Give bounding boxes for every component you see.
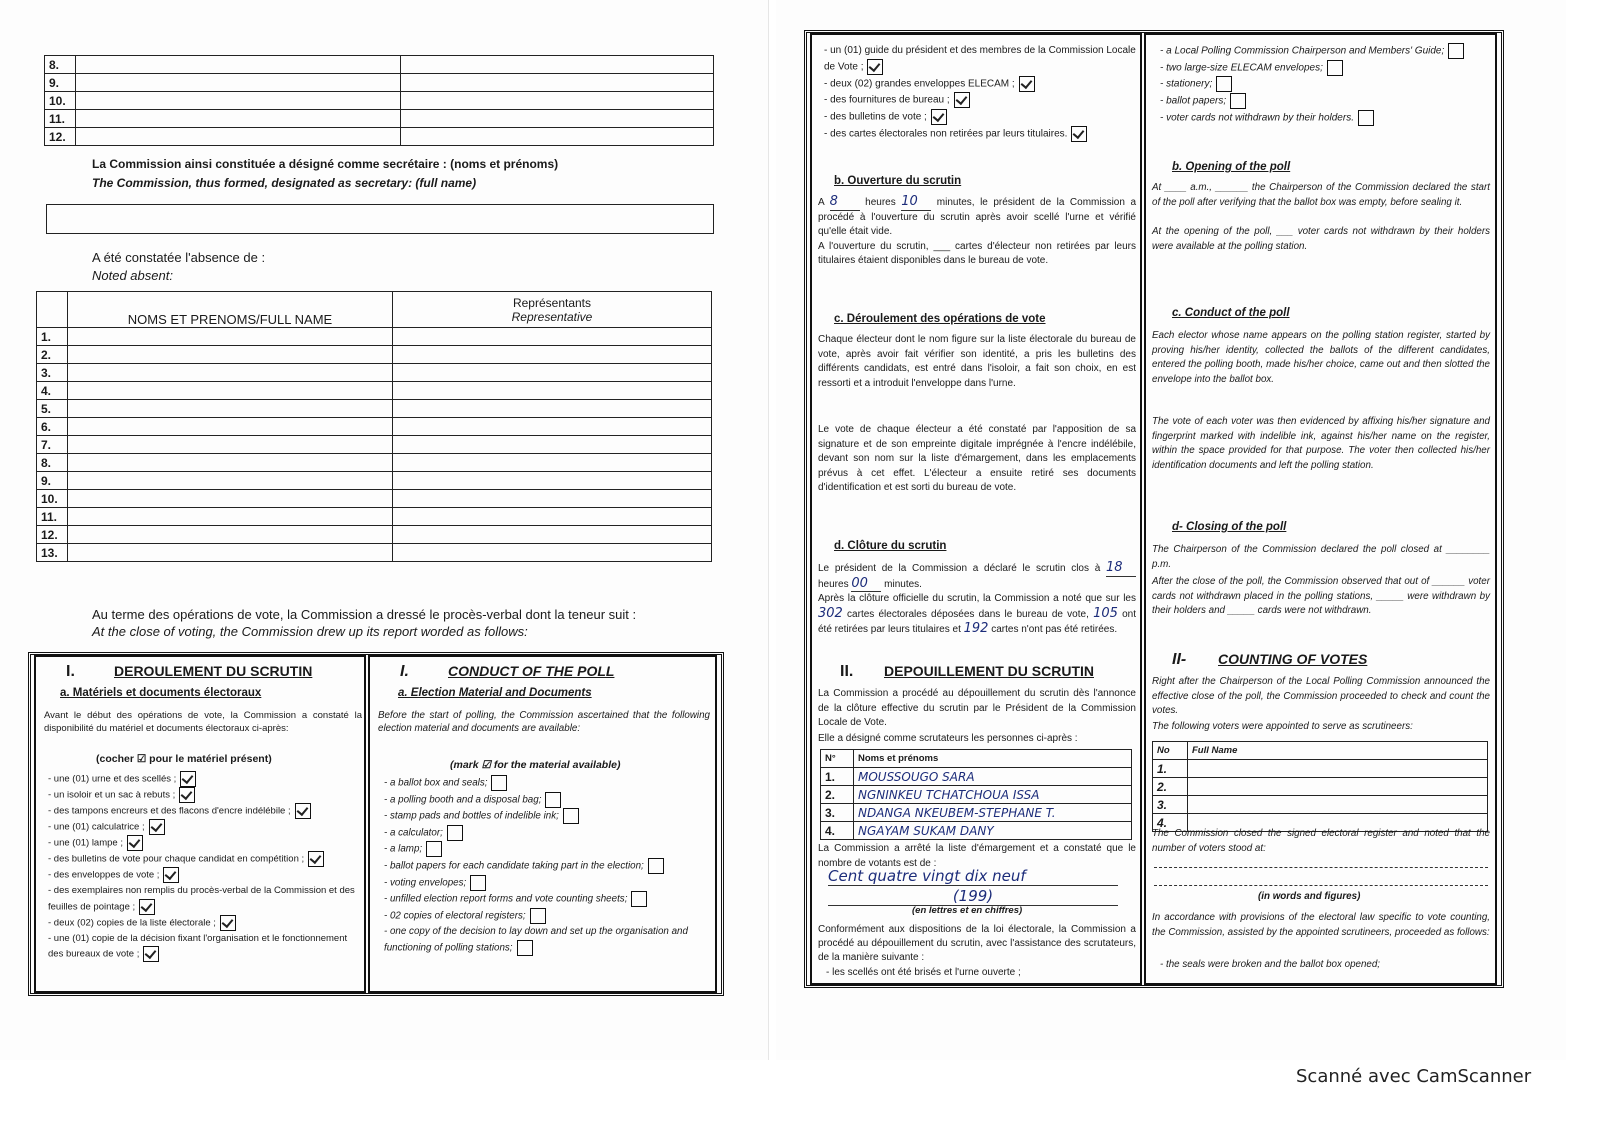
table-row: [45, 74, 714, 92]
section-title: DEROULEMENT DU SCRUTIN: [114, 663, 313, 679]
table-row: [45, 92, 714, 110]
row-number: 9.: [45, 74, 76, 92]
legend: (cocher ☑ pour le matériel présent): [96, 753, 272, 765]
scrutineer-no: 1.: [821, 768, 854, 786]
material-item: [48, 867, 363, 883]
table-row: [37, 418, 712, 436]
conduct-p1: Chaque électeur dont le nom figure sur la liste électorale du bureau de vote, après avoir fait vérifier son identité, a pris les bulletins des différents candidats, est entré dans l'isoloir, a fait son choix, en est ressorti et a introduit l'enveloppe dans l'urne.: [818, 334, 1136, 389]
row-number: 10.: [45, 92, 76, 110]
subsection-a: a. Matériels et documents électoraux: [60, 687, 262, 699]
row-cell[interactable]: [68, 400, 393, 418]
law-item: - the seals were broken and the ballot box opened;: [1160, 959, 1381, 970]
material-checkbox[interactable]: [1071, 126, 1087, 142]
scrutineer-name[interactable]: [1188, 760, 1488, 778]
hours-label: heures: [818, 578, 849, 590]
material-checkbox[interactable]: [295, 803, 311, 819]
section-title: CONDUCT OF THE POLL: [448, 663, 615, 679]
closing-p2b: cartes électorales déposées dans le bureau de vote,: [847, 608, 1089, 620]
row-number: 11.: [37, 508, 68, 526]
row-cell[interactable]: [393, 490, 712, 508]
material-label: - voting envelopes;: [384, 877, 467, 889]
table-row: [45, 128, 714, 146]
material-label: - une (01) calculatrice ;: [48, 821, 145, 833]
scrutineer-name[interactable]: MOUSSOUGO SARA: [854, 768, 1132, 786]
material-label: - 02 copies of electoral registers;: [384, 910, 526, 922]
table-row: [37, 544, 712, 562]
scrutineer-name[interactable]: [1188, 778, 1488, 796]
opening-cards-text: A l'ouverture du scrutin, ___ cartes d'électeur non retirées par leurs titulaires étaient disponibles dans le bureau de vote.: [818, 240, 1136, 266]
material-checkbox[interactable]: [1358, 110, 1374, 126]
row-cell[interactable]: [393, 346, 712, 364]
row-cell[interactable]: [68, 328, 393, 346]
material-item: [48, 851, 363, 867]
material-label: - two large-size ELECAM envelopes;: [1160, 62, 1323, 74]
minutes-label: minutes.: [884, 578, 922, 590]
material-checkbox[interactable]: [954, 92, 970, 108]
scrutineer-no: 3.: [821, 804, 854, 822]
material-label: - one copy of the decision to lay down and set up the organisation and functioning of polling stations;: [384, 926, 688, 954]
subsection-d: d. Clôture du scrutin: [834, 540, 947, 552]
row-number: 4.: [37, 382, 68, 400]
scrutineer-no: 3.: [1153, 796, 1188, 814]
scrutineer-no: 4.: [1153, 814, 1188, 832]
table-row: [37, 400, 712, 418]
row-number: 2.: [37, 346, 68, 364]
law-text: Conformément aux dispositions de la loi électorale, la Commission a procédé au dépouillement du scrutin, avec l'assistance des scrutateurs, de la manière suivante :: [818, 924, 1136, 963]
scrutineer-no: 2.: [1153, 778, 1188, 796]
subsection-a: a. Election Material and Documents: [398, 687, 592, 699]
row-cell[interactable]: [68, 382, 393, 400]
row-cell[interactable]: [393, 400, 712, 418]
material-item: [824, 126, 1136, 143]
material-label: - des bulletins de vote ;: [824, 111, 927, 123]
opening-rest: minutes, le président de la Commission a procédé à l'ouverture du scrutin après avoir scellé l'urne et vérifié qu'elle était vide.: [818, 197, 1137, 237]
material-item: [48, 771, 363, 787]
en-column: [368, 655, 717, 993]
conduct-p2: The vote of each voter was then evidenced by affixing his/her signature and fingerprint marked with indelible ink, against his/her name on the register, within the space provided for that purpose. The voter then collected his/her identification documents and left the polling station.: [1152, 416, 1490, 471]
material-label: - a Local Polling Commission Chairperson and Members' Guide;: [1160, 45, 1445, 57]
secretary-label-en: The Commission, thus formed, designated as secretary: (full name): [92, 176, 477, 190]
material-item: [48, 835, 363, 851]
material-item: [1160, 76, 1490, 93]
material-checkbox[interactable]: [648, 858, 664, 874]
material-checkbox[interactable]: [530, 908, 546, 924]
table-row: [37, 436, 712, 454]
absent-table: [36, 291, 712, 562]
opening-p2: At the opening of the poll, ___ voter cards not withdrawn by their holders were available at the polling station.: [1152, 226, 1490, 252]
scrutineers-table-fr: [820, 749, 1132, 840]
closing-p2a: Après la clôture officielle du scrutin, la Commission a noté que sur les: [818, 593, 1136, 604]
material-item: [384, 891, 714, 908]
row-number: 13.: [37, 544, 68, 562]
voters-text: La Commission a arrêté la liste d'émargement et a constaté que le nombre de votants est de :: [818, 843, 1136, 869]
material-item: [48, 803, 363, 819]
scrutineer-row: [1153, 796, 1488, 814]
closing-minutes[interactable]: 00: [851, 577, 881, 593]
table-row: [37, 472, 712, 490]
table-row: [45, 110, 714, 128]
material-checkbox[interactable]: [139, 899, 155, 915]
counting-intro: Right after the Chairperson of the Local Polling Commission announced the effective close of the poll, the Commission proceeded to check and count the votes.: [1152, 676, 1490, 716]
material-checkbox[interactable]: [447, 825, 463, 841]
row-cell[interactable]: [393, 544, 712, 562]
counting-intro: La Commission a procédé au dépouillement du scrutin dès l'annonce de la clôture effective du scrutin par le Président de la Commission Locale de Vote.: [818, 688, 1136, 728]
row-cell[interactable]: [76, 56, 401, 74]
intro-text: Before the start of polling, the Commission ascertained that the following election material and documents are available:: [378, 710, 710, 734]
row-cell[interactable]: [393, 382, 712, 400]
material-checkbox[interactable]: [631, 891, 647, 907]
material-label: - a calculator;: [384, 827, 443, 839]
conduct-p2: Le vote de chaque électeur a été constaté par l'apposition de sa signature et de son empreinte digitale imprégnée à l'encre indélébile, devant son nom sur la liste d'émargement, dans les emplacements prévus à cet effet. L'électeur a ensuite retiré ses documents d'identification et est sorti du bureau de vote.: [818, 424, 1136, 493]
rep-en: Representative: [511, 309, 593, 324]
section-num: I.: [400, 663, 409, 680]
fr-material-list: [48, 771, 363, 962]
scrutineers-intro: The following voters were appointed to serve as scrutineers:: [1152, 721, 1413, 732]
section2-title: COUNTING OF VOTES: [1218, 651, 1368, 667]
table-row: [37, 328, 712, 346]
voters-words-line[interactable]: [1154, 867, 1488, 868]
row-cell[interactable]: [76, 74, 401, 92]
material-checkbox[interactable]: [563, 808, 579, 824]
material-item: [384, 841, 714, 858]
material-label: - des bulletins de vote pour chaque candidat en compétition ;: [48, 853, 305, 865]
cards-not-withdrawn[interactable]: 192: [963, 621, 989, 636]
material-item: [824, 109, 1136, 126]
material-checkbox[interactable]: [1019, 76, 1035, 92]
closing-p2d: cartes n'ont pas été retirées.: [991, 624, 1118, 635]
closing-p1: Le président de la Commission a déclaré le scrutin clos à: [818, 563, 1101, 574]
law-item: - les scellés ont été brisés et l'urne ouverte ;: [826, 967, 1021, 978]
rep-fr: Représentants: [512, 295, 592, 310]
voters-words[interactable]: Cent quatre vingt dix neuf: [828, 867, 1118, 886]
scrutineer-row: [821, 768, 1132, 786]
camscanner-watermark: Scanné avec CamScanner: [1296, 1066, 1532, 1087]
row-number: 5.: [37, 400, 68, 418]
conduct-p1: Each elector whose name appears on the polling station register, started by proving his/her identity, collected the ballots of the different candidates, entered the polling booth, made his/her choice, came out and then slotted the envelope into the ballot box.: [1152, 330, 1490, 385]
section2-title: DEPOUILLEMENT DU SCRUTIN: [884, 663, 1094, 679]
row-number: 12.: [37, 526, 68, 544]
material-label: - ballot papers for each candidate taking part in the election;: [384, 860, 644, 872]
voters-text: The Commission closed the signed electoral register and noted that the number of voters stood at:: [1152, 828, 1490, 854]
material-label: - ballot papers;: [1160, 95, 1227, 107]
material-label: - un isoloir et un sac à rebuts ;: [48, 789, 176, 801]
material-label: - deux (02) grandes enveloppes ELECAM ;: [824, 78, 1015, 90]
fr-column: [810, 33, 1142, 985]
material-item: [1160, 60, 1490, 77]
voters-hint: (in words and figures): [1258, 891, 1361, 902]
material-checkbox[interactable]: [491, 775, 507, 791]
col-full-name: NOMS ET PRENOMS/FULL NAME: [68, 292, 393, 328]
closing-p1: The Chairperson of the Commission declared the poll closed at ________ p.m.: [1152, 544, 1490, 570]
scrutineer-row: [821, 822, 1132, 840]
section-num: I.: [66, 663, 75, 680]
material-item: [48, 819, 363, 835]
row-cell[interactable]: [401, 56, 714, 74]
material-item: [384, 792, 714, 809]
row-number: 8.: [37, 454, 68, 472]
material-item: [824, 92, 1136, 109]
hours-label: heures: [865, 197, 896, 208]
en-material-list-continued: [1160, 43, 1490, 126]
scrutineer-name[interactable]: NGNINKEU TCHATCHOUA ISSA: [854, 786, 1132, 804]
table-row: [37, 364, 712, 382]
row-number: 7.: [37, 436, 68, 454]
material-checkbox[interactable]: [163, 867, 179, 883]
intro-text: Avant le début des opérations de vote, la Commission a constaté la disponibilité du matériel et documents électoraux ci-après:: [44, 710, 362, 734]
material-checkbox[interactable]: [1216, 76, 1232, 92]
row-cell[interactable]: [68, 544, 393, 562]
material-item: [824, 43, 1136, 76]
table-row: [37, 508, 712, 526]
row-number: 1.: [37, 328, 68, 346]
fr-material-list-continued: [824, 43, 1136, 142]
material-label: - stamp pads and bottles of indelible ink;: [384, 810, 559, 822]
material-label: - des enveloppes de vote ;: [48, 869, 160, 881]
material-label: - unfilled election report forms and vote counting sheets;: [384, 893, 628, 905]
material-label: - des cartes électorales non retirées par leurs titulaires.: [824, 128, 1068, 140]
row-cell[interactable]: [68, 346, 393, 364]
voters-figures-line[interactable]: [1154, 885, 1488, 886]
material-item: [384, 924, 714, 957]
conduct-box-continued: [804, 30, 1504, 988]
row-cell[interactable]: [76, 110, 401, 128]
material-label: - stationery;: [1160, 78, 1213, 90]
col-name: Full Name: [1188, 742, 1488, 760]
row-cell[interactable]: [68, 526, 393, 544]
material-checkbox[interactable]: [180, 771, 196, 787]
table-row: [45, 56, 714, 74]
material-checkbox[interactable]: [470, 875, 486, 891]
subsection-b: b. Ouverture du scrutin: [834, 175, 962, 187]
material-item: [384, 808, 714, 825]
conduct-box: [28, 652, 724, 996]
left-page: [0, 0, 769, 1060]
row-number: 12.: [45, 128, 76, 146]
section2-num: II-: [1172, 651, 1187, 668]
closing-hours[interactable]: 18: [1106, 561, 1136, 577]
row-cell[interactable]: [401, 128, 714, 146]
row-cell[interactable]: [68, 508, 393, 526]
material-item: [384, 858, 714, 875]
row-cell[interactable]: [393, 472, 712, 490]
material-item: [48, 931, 363, 963]
en-material-list: [384, 775, 714, 957]
material-label: - des exemplaires non remplis du procès-verbal de la Commission et des feuilles de pointage ;: [48, 885, 355, 913]
opening-p1: At ____ a.m., ______ the Chairperson of the Commission declared the start of the poll after verifying that the ballot box was empty, before sealing it.: [1152, 182, 1490, 208]
row-cell[interactable]: [401, 74, 714, 92]
en-column: [1144, 33, 1497, 985]
voters-figures[interactable]: (199): [828, 887, 1118, 906]
material-item: [384, 825, 714, 842]
material-label: - une (01) copie de la décision fixant l'organisation et le fonctionnement des bureaux de vote ;: [48, 932, 348, 960]
table-row: [37, 346, 712, 364]
scrutineer-name[interactable]: NGAYAM SUKAM DANY: [854, 822, 1132, 840]
row-cell[interactable]: [76, 128, 401, 146]
material-checkbox[interactable]: [220, 915, 236, 931]
scrutineer-no: 4.: [821, 822, 854, 840]
row-number: 3.: [37, 364, 68, 382]
col-no: N°: [821, 750, 854, 768]
material-item: [48, 787, 363, 803]
right-page: [776, 0, 1566, 1060]
material-item: [824, 76, 1136, 93]
subsection-d: d- Closing of the poll: [1172, 521, 1287, 533]
col-name: Noms et prénoms: [854, 750, 1132, 768]
row-cell[interactable]: [68, 490, 393, 508]
material-label: - a polling booth and a disposal bag;: [384, 794, 542, 806]
material-label: - un (01) guide du président et des membres de la Commission Locale de Vote ;: [824, 45, 1136, 73]
report-intro-fr: Au terme des opérations de vote, la Commission a dressé le procès-verbal dont la teneur suit :: [92, 607, 637, 622]
scrutineer-name[interactable]: [1188, 796, 1488, 814]
row-cell[interactable]: [401, 110, 714, 128]
material-label: - a lamp;: [384, 843, 423, 855]
material-label: - une (01) urne et des scellés ;: [48, 773, 177, 785]
material-item: [1160, 110, 1490, 127]
voters-hint: (en lettres et en chiffres): [912, 905, 1023, 916]
secretary-label-fr: La Commission ainsi constituée a désigné comme secrétaire : (noms et prénoms): [92, 157, 559, 171]
closing-text: [818, 561, 1136, 638]
material-item: [1160, 43, 1490, 60]
cards-withdrawn[interactable]: 105: [1093, 605, 1118, 621]
row-cell[interactable]: [76, 92, 401, 110]
material-checkbox[interactable]: [517, 940, 533, 956]
material-item: [384, 775, 714, 792]
col-representative: [393, 292, 712, 328]
material-item: [384, 908, 714, 925]
material-checkbox[interactable]: [1448, 43, 1464, 59]
table-row: [37, 490, 712, 508]
material-item: [384, 875, 714, 892]
secretary-field[interactable]: [46, 204, 714, 234]
absent-label-en: Noted absent:: [92, 268, 173, 283]
material-checkbox[interactable]: [545, 792, 561, 808]
material-checkbox[interactable]: [931, 109, 947, 125]
material-checkbox[interactable]: [1230, 93, 1246, 109]
law-text: In accordance with provisions of the electoral law specific to vote counting, the Commission, assisted by the appointed scrutineers, proceeded as follows:: [1152, 912, 1490, 938]
material-checkbox[interactable]: [1327, 60, 1343, 76]
row-number: 10.: [37, 490, 68, 508]
row-cell[interactable]: [68, 364, 393, 382]
row-cell[interactable]: [68, 436, 393, 454]
row-cell[interactable]: [68, 454, 393, 472]
material-label: - des tampons encreurs et des flacons d'encre indélébile ;: [48, 805, 291, 817]
scrutineer-no: 1.: [1153, 760, 1188, 778]
material-checkbox[interactable]: [127, 835, 143, 851]
row-cell[interactable]: [393, 436, 712, 454]
subsection-b: b. Opening of the poll: [1172, 161, 1291, 173]
row-cell[interactable]: [393, 454, 712, 472]
material-item: [48, 915, 363, 931]
table-row: [37, 454, 712, 472]
fr-column: [34, 655, 366, 993]
row-cell[interactable]: [393, 526, 712, 544]
material-label: - une (01) lampe ;: [48, 837, 123, 849]
scrutineer-row: [1153, 760, 1488, 778]
row-cell[interactable]: [68, 418, 393, 436]
scrutineer-row: [1153, 778, 1488, 796]
closing-p2c: ont été retirées par leurs titulaires et: [818, 608, 1137, 635]
material-label: - voter cards not withdrawn by their holders.: [1160, 112, 1354, 124]
section2-num: II.: [840, 663, 854, 680]
material-checkbox[interactable]: [179, 787, 195, 803]
col-no: No: [1153, 742, 1188, 760]
material-checkbox[interactable]: [149, 819, 165, 835]
material-checkbox[interactable]: [308, 851, 324, 867]
table-row: [37, 526, 712, 544]
row-number: 9.: [37, 472, 68, 490]
row-number: 6.: [37, 418, 68, 436]
material-label: - a ballot box and seals;: [384, 777, 488, 789]
opening-prefix: A: [818, 197, 825, 208]
subsection-c: c. Déroulement des opérations de vote: [834, 313, 1046, 325]
material-label: - deux (02) copies de la liste électorale ;: [48, 917, 216, 929]
material-label: - des fournitures de bureau ;: [824, 94, 950, 106]
material-item: [48, 883, 363, 915]
subsection-c: c. Conduct of the poll: [1172, 307, 1290, 319]
table-row: [37, 382, 712, 400]
opening-minutes[interactable]: 10: [901, 195, 931, 211]
cards-total[interactable]: 302: [818, 605, 843, 621]
material-checkbox[interactable]: [426, 841, 442, 857]
closing-p2: After the close of the poll, the Commission observed that out of ______ voter cards not withdrawn placed in the polling stations, _____ were withdrawn by their holders and _____ cards were not withdrawn.: [1152, 576, 1490, 616]
row-cell[interactable]: [393, 508, 712, 526]
material-checkbox[interactable]: [867, 59, 883, 75]
absent-label-fr: A été constatée l'absence de :: [92, 250, 266, 265]
scrutineers-table-en: [1152, 741, 1488, 832]
row-number: 8.: [45, 56, 76, 74]
row-number: 11.: [45, 110, 76, 128]
scrutineer-name[interactable]: NDANGA NKEUBEM-STEPHANE T.: [854, 804, 1132, 822]
report-intro-en: At the close of voting, the Commission drew up its report worded as follows:: [92, 624, 528, 639]
scrutineer-no: 2.: [821, 786, 854, 804]
opening-text: [818, 195, 1136, 269]
row-cell[interactable]: [68, 472, 393, 490]
members-table-continued: [44, 55, 714, 146]
scrutineer-row: [821, 786, 1132, 804]
row-cell[interactable]: [393, 418, 712, 436]
legend: (mark ☑ for the material available): [450, 759, 621, 771]
col-number: [37, 292, 68, 328]
material-checkbox[interactable]: [143, 946, 159, 962]
material-item: [1160, 93, 1490, 110]
row-cell[interactable]: [401, 92, 714, 110]
scrutineers-intro: Elle a désigné comme scrutateurs les personnes ci-après :: [818, 733, 1078, 744]
opening-hours[interactable]: 8: [830, 195, 860, 211]
row-cell[interactable]: [393, 364, 712, 382]
scrutineer-row: [821, 804, 1132, 822]
row-cell[interactable]: [393, 328, 712, 346]
